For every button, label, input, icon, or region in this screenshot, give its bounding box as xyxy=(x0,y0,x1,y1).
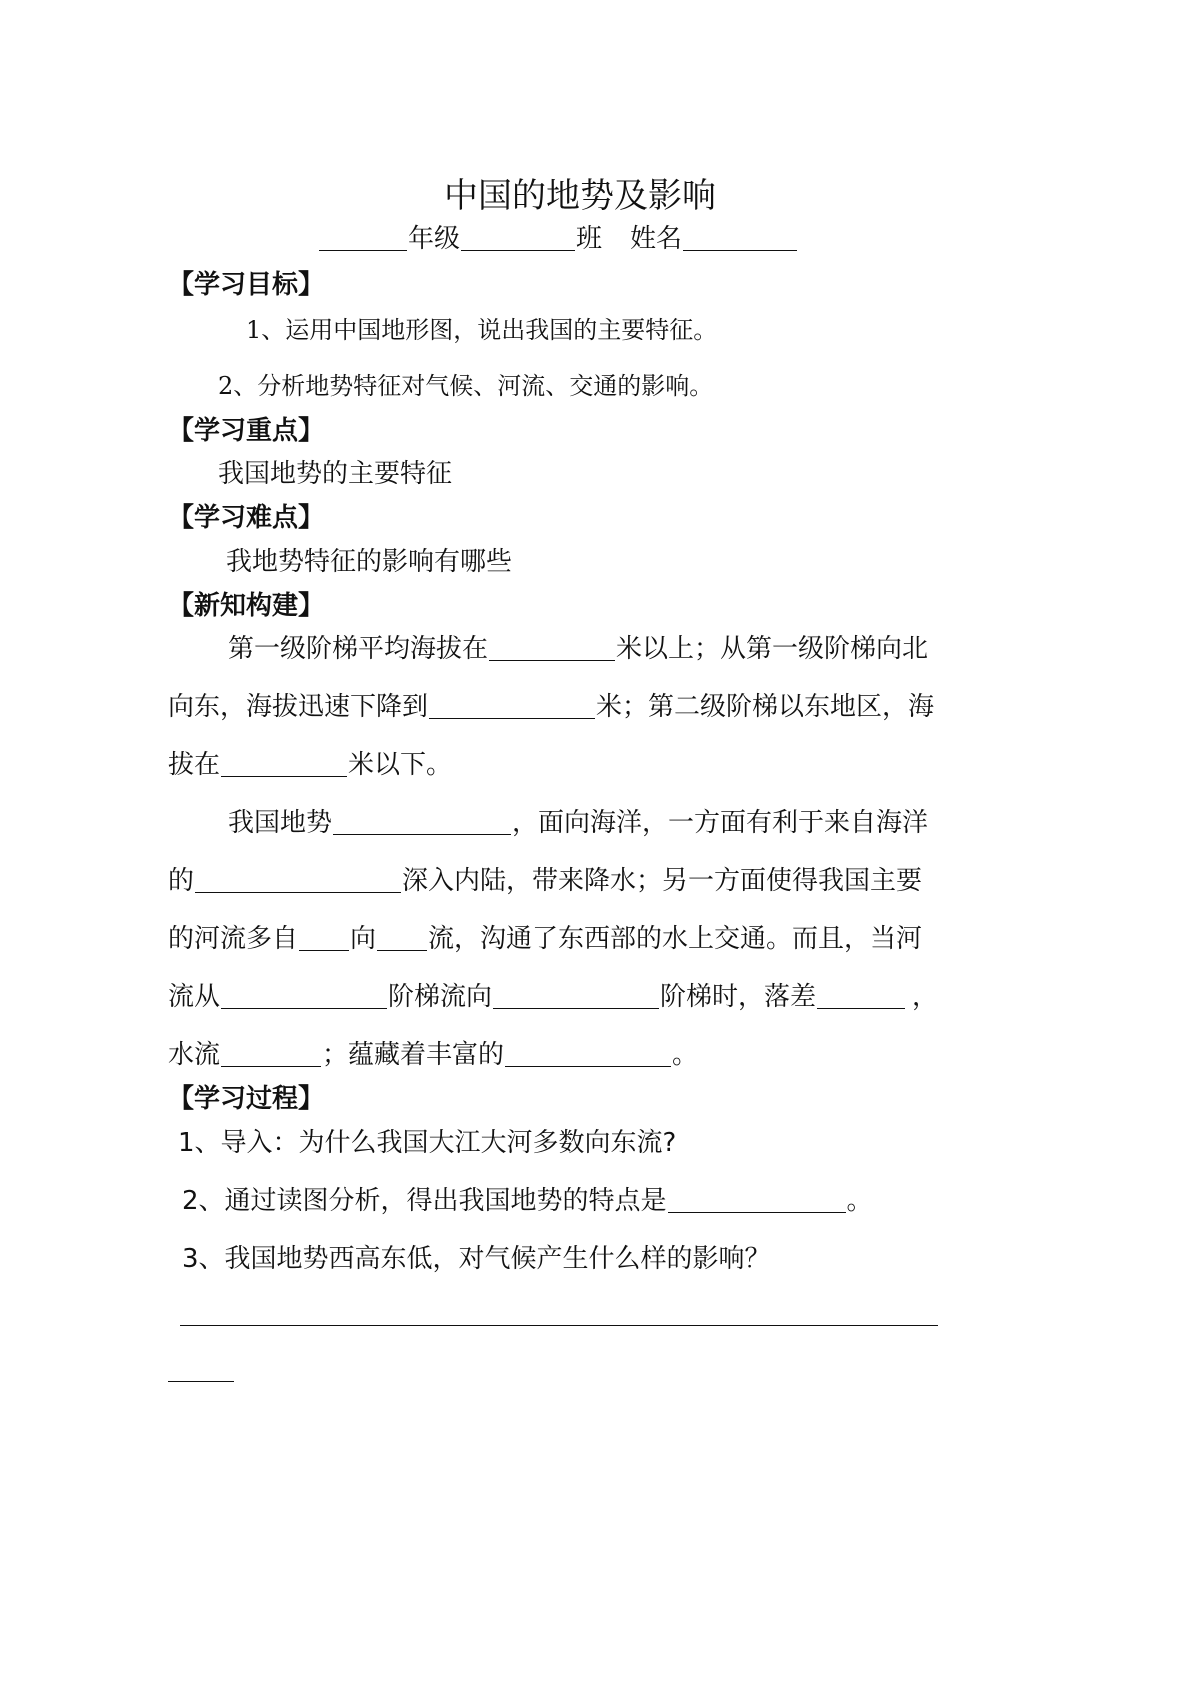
p1-line-3 xyxy=(168,744,452,781)
p2-text-i: 阶梯流向 xyxy=(388,982,493,1012)
step-from-blank[interactable] xyxy=(221,982,387,1009)
section-objectives: 【学习目标】 xyxy=(168,270,325,300)
p2-line-4 xyxy=(168,976,938,1013)
process-question-3: 3、我国地势西高东低，对气候产生什么样的影响？ xyxy=(182,1244,771,1274)
p2-text-g: 流，沟通了东西部的水上交通。而且，当河 xyxy=(428,924,923,954)
p2-text-e: 的河流多自 xyxy=(168,924,299,954)
process-question-2 xyxy=(182,1180,873,1217)
page-title: 中国的地势及影响 xyxy=(444,176,716,216)
p2-text-a: 我国地势 xyxy=(228,808,333,838)
difficulty-text: 我地势特征的影响有哪些 xyxy=(226,547,513,577)
p2-text-c: 的 xyxy=(168,866,195,896)
altitude-blank-2[interactable] xyxy=(429,692,595,719)
section-process: 【学习过程】 xyxy=(168,1084,325,1114)
p2-text-b: ，面向海洋，一方面有利于来自海洋 xyxy=(512,808,929,838)
p2-text-n: 。 xyxy=(672,1040,699,1070)
p2-text-h: 流从 xyxy=(168,982,221,1012)
p1-line-2 xyxy=(168,686,934,723)
current-blank[interactable] xyxy=(221,1040,321,1067)
p2-text-j: 阶梯时，落差 xyxy=(660,982,817,1012)
p2-text-l: 水流 xyxy=(168,1040,221,1070)
class-label: 班 xyxy=(576,224,603,254)
p2-line-1 xyxy=(228,802,928,839)
resource-blank[interactable] xyxy=(505,1040,671,1067)
q2-text: 2、通过读图分析，得出我国地势的特点是 xyxy=(182,1186,667,1216)
answer-line-2[interactable] xyxy=(168,1381,234,1382)
p2-line-3 xyxy=(168,918,922,955)
flow-to-blank[interactable] xyxy=(377,924,427,951)
grade-blank[interactable] xyxy=(319,224,407,251)
p1-text-f: 米以下。 xyxy=(348,750,453,780)
terrain-trend-blank[interactable] xyxy=(333,808,511,835)
name-label: 姓名 xyxy=(630,224,683,254)
p1-text-d: 米；第二级阶梯以东地区，海 xyxy=(596,692,935,722)
section-difficulty: 【学习难点】 xyxy=(168,503,325,533)
name-blank[interactable] xyxy=(683,224,797,251)
step-to-blank[interactable] xyxy=(493,982,659,1009)
process-question-1: 1、导入：为什么我国大江大河多数向东流? xyxy=(178,1128,677,1158)
flow-from-blank[interactable] xyxy=(299,924,349,951)
p2-line-2 xyxy=(168,860,922,897)
section-focus: 【学习重点】 xyxy=(168,416,325,446)
objective-1: 1、运用中国地形图，说出我国的主要特征。 xyxy=(246,316,718,344)
altitude-blank-3[interactable] xyxy=(221,750,347,777)
altitude-blank-1[interactable] xyxy=(489,634,615,661)
p2-text-k: ， xyxy=(912,982,939,1012)
answer-line-1[interactable] xyxy=(180,1325,938,1326)
p2-text-f: 向 xyxy=(350,924,377,954)
p1-text-c: 向东，海拔迅速下降到 xyxy=(168,692,429,722)
p2-line-5 xyxy=(168,1034,698,1071)
section-new-knowledge: 【新知构建】 xyxy=(168,591,325,621)
grade-label: 年级 xyxy=(408,224,461,254)
objective-2: 2、分析地势特征对气候、河流、交通的影响。 xyxy=(218,372,714,400)
p1-text-e: 拔在 xyxy=(168,750,221,780)
q2-period: 。 xyxy=(846,1186,873,1216)
p1-line-1 xyxy=(228,628,928,665)
p1-text-a: 第一级阶梯平均海拔在 xyxy=(228,634,489,664)
drop-blank[interactable] xyxy=(817,982,905,1009)
focus-text: 我国地势的主要特征 xyxy=(218,459,453,489)
student-info-line xyxy=(318,218,798,255)
p2-text-m: ；蕴藏着丰富的 xyxy=(322,1040,505,1070)
moist-air-blank[interactable] xyxy=(195,866,401,893)
terrain-feature-blank[interactable] xyxy=(668,1186,846,1213)
p2-text-d: 深入内陆，带来降水；另一方面使得我国主要 xyxy=(402,866,923,896)
class-blank[interactable] xyxy=(461,224,575,251)
p1-text-b: 米以上；从第一级阶梯向北 xyxy=(616,634,929,664)
